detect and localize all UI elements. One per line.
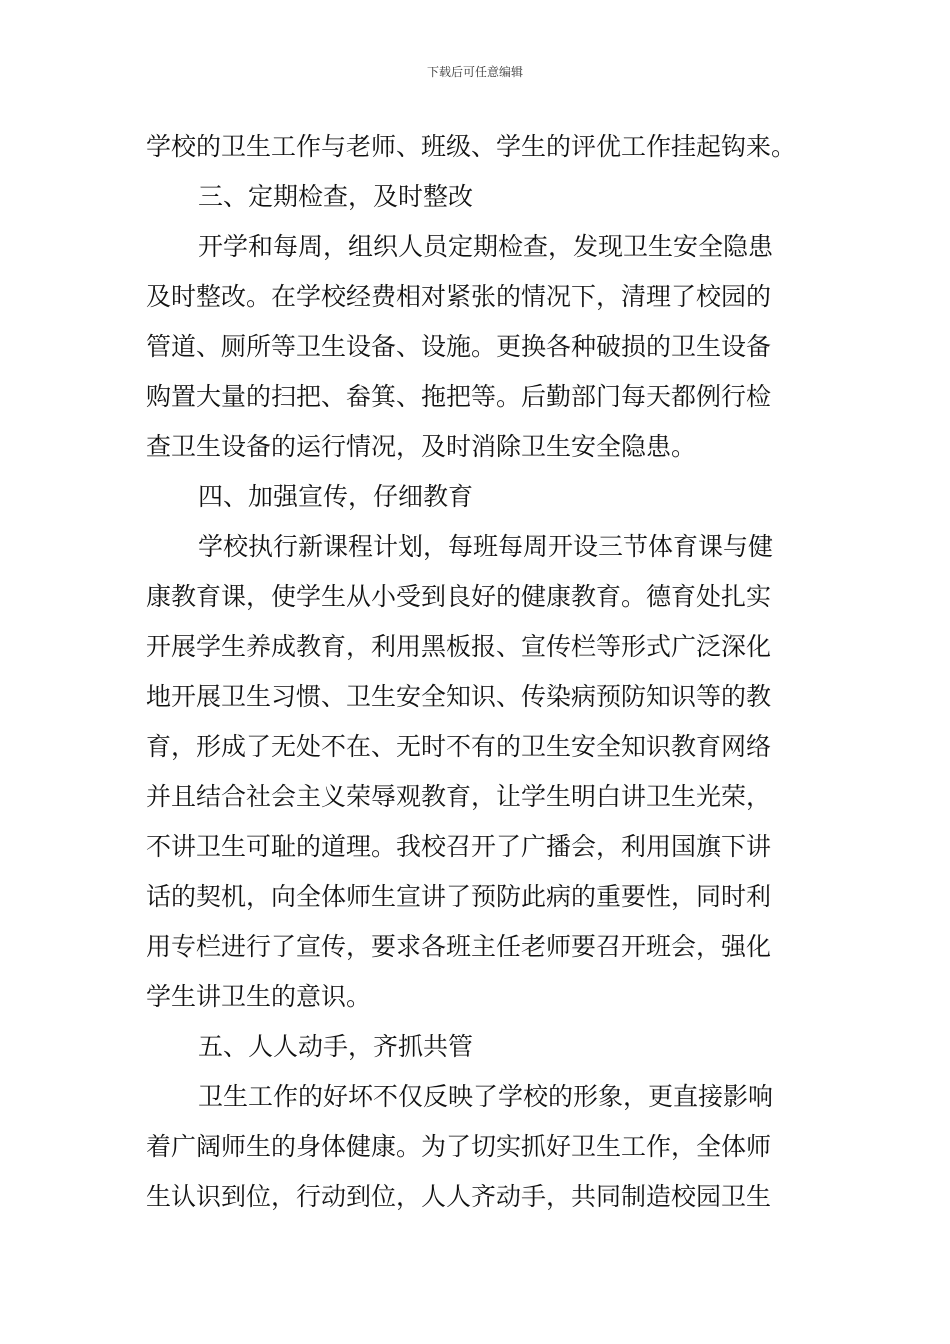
text-line: 开学和每周，组织人员定期检查，发现卫生安全隐患	[198, 232, 774, 261]
text-line: 并且结合社会主义荣辱观教育，让学生明白讲卫生光荣，	[146, 782, 772, 811]
text-line: 地开展卫生习惯、卫生安全知识、传染病预防知识等的教	[146, 682, 772, 711]
text-line: 管道、厕所等卫生设备、设施。更换各种破损的卫生设备	[146, 332, 772, 361]
text-line: 用专栏进行了宣传，要求各班主任老师要召开班会，强化	[146, 932, 772, 961]
text-line: 着广阔师生的身体健康。为了切实抓好卫生工作，全体师	[146, 1132, 772, 1161]
text-line: 不讲卫生可耻的道理。我校召开了广播会，利用国旗下讲	[146, 832, 772, 861]
text-line: 生认识到位，行动到位，人人齐动手，共同制造校园卫生	[146, 1182, 772, 1211]
document-body	[146, 122, 810, 1222]
text-line: 康教育课，使学生从小受到良好的健康教育。德育处扎实	[146, 582, 772, 611]
text-line: 学校执行新课程计划，每班每周开设三节体育课与健	[198, 532, 774, 561]
text-line: 话的契机，向全体师生宣讲了预防此病的重要性，同时利	[146, 882, 772, 911]
page-header: 下载后可任意编辑	[426, 65, 523, 79]
text-line: 卫生工作的好坏不仅反映了学校的形象，更直接影响	[198, 1082, 774, 1111]
text-line: 育，形成了无处不在、无时不有的卫生安全知识教育网络	[146, 732, 772, 761]
text-line: 学生讲卫生的意识。	[146, 982, 372, 1011]
text-line: 开展学生养成教育，利用黑板报、宣传栏等形式广泛深化	[146, 632, 772, 661]
section-heading: 三、定期检查，及时整改	[198, 182, 474, 211]
text-line: 学校的卫生工作与老师、班级、学生的评优工作挂起钩来。	[146, 132, 797, 161]
text-line: 及时整改。在学校经费相对紧张的情况下，清理了校园的	[146, 282, 772, 311]
section-heading: 四、加强宣传，仔细教育	[198, 482, 474, 511]
text-line: 查卫生设备的运行情况，及时消除卫生安全隐患。	[146, 432, 697, 461]
section-heading: 五、人人动手，齐抓共管	[198, 1032, 474, 1061]
text-line: 购置大量的扫把、畚箕、拖把等。后勤部门每天都例行检	[146, 382, 772, 411]
